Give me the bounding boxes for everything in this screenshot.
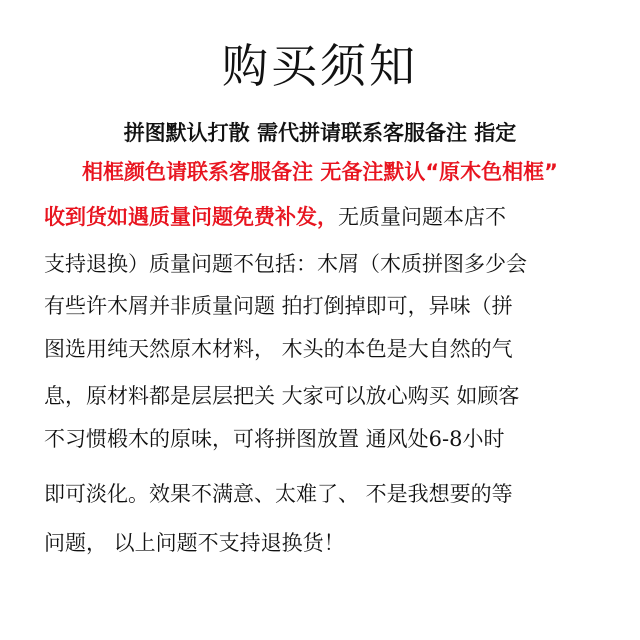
notice-line-2 [0, 157, 640, 187]
notice-line-2-text: 相框颜色请联系客服备注 无备注默认“原木色相框” [82, 160, 558, 184]
notice-line-7-text: 息，原材料都是层层把关 大家可以放心购买 如顾客 [44, 384, 520, 408]
notice-line-10-text: 问题， 以上问题不支持退换货！ [44, 531, 345, 555]
notice-line-3-red-text: 收到货如遇质量问题免费补发， [44, 205, 338, 229]
notice-line-5-text: 有些许木屑并非质量问题 拍打倒掉即可，异味（拼 [44, 294, 513, 318]
notice-line-6-text: 图选用纯天然原木材料， 木头的本色是大自然的气 [44, 337, 513, 361]
notice-line-9-text: 即可淡化。效果不满意、太难了、 不是我想要的等 [44, 482, 513, 506]
page-title: 购买须知 [222, 39, 418, 93]
notice-line-5 [0, 291, 640, 321]
notice-line-3-text: 无质量问题本店不 [338, 205, 506, 229]
notice-line-9 [0, 479, 640, 509]
notice-line-10 [0, 528, 640, 558]
notice-line-7 [0, 381, 640, 411]
notice-line-4-text: 支持退换）质量问题不包括：木屑（木质拼图多少会 [44, 252, 527, 276]
notice-line-3 [0, 202, 640, 232]
notice-line-6 [0, 334, 640, 364]
notice-line-8-text: 不习惯椴木的原味，可将拼图放置 通风处6-8小时 [44, 427, 505, 451]
notice-line-1-text: 拼图默认打散 需代拼请联系客服备注 指定 [123, 121, 517, 145]
notice-line-1 [0, 118, 640, 148]
notice-line-8 [0, 424, 640, 454]
notice-line-4 [0, 249, 640, 279]
